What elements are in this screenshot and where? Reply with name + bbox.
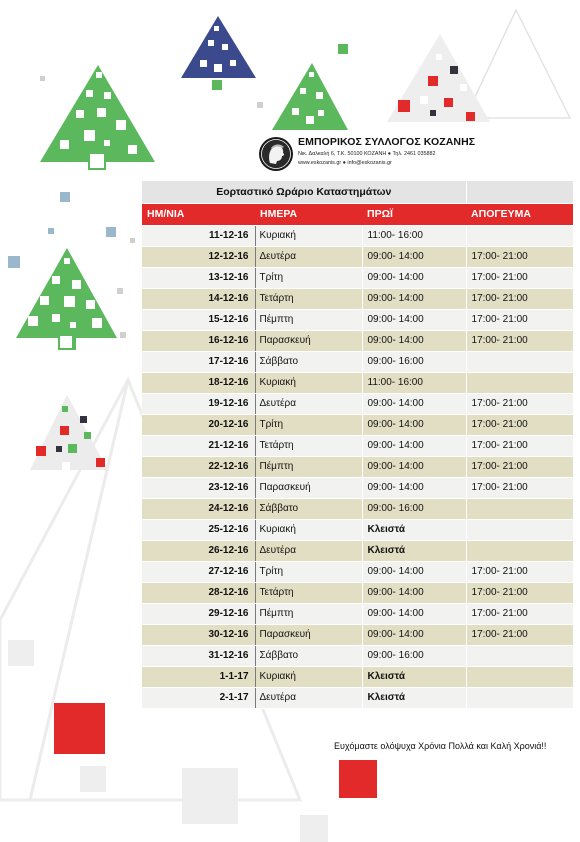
table-row	[142, 351, 573, 372]
cell-date: 11-12-16	[142, 225, 255, 246]
cell-day: Παρασκευή	[255, 624, 362, 645]
cell-day: Τρίτη	[255, 561, 362, 582]
table-title-row	[142, 181, 573, 203]
navy-tree	[181, 16, 256, 90]
cell-afternoon-hours: 17:00- 21:00	[466, 414, 573, 435]
cell-morning-hours: 09:00- 14:00	[362, 456, 466, 477]
table-row	[142, 267, 573, 288]
cell-afternoon-hours: 17:00- 21:00	[466, 456, 573, 477]
cell-morning-hours: 09:00- 16:00	[362, 498, 466, 519]
table-row	[142, 561, 573, 582]
cell-morning-hours: 09:00- 14:00	[362, 330, 466, 351]
cell-afternoon-hours: 17:00- 21:00	[466, 267, 573, 288]
organization-name: ΕΜΠΟΡΙΚΟΣ ΣΥΛΛΟΓΟΣ ΚΟΖΑΝΗΣ	[298, 136, 476, 148]
cell-date: 24-12-16	[142, 498, 255, 519]
cell-morning-hours: 09:00- 14:00	[362, 561, 466, 582]
column-header-afternoon: ΑΠΟΓΕΥΜΑ	[466, 203, 573, 225]
table-row	[142, 666, 573, 687]
cell-morning-hours: Κλειστά	[362, 666, 466, 687]
cell-day: Τετάρτη	[255, 288, 362, 309]
cell-afternoon-hours: 17:00- 21:00	[466, 393, 573, 414]
table-row	[142, 456, 573, 477]
cell-day: Δευτέρα	[255, 687, 362, 708]
cell-day: Πέμπτη	[255, 309, 362, 330]
cell-afternoon-hours: 17:00- 21:00	[466, 288, 573, 309]
table-header-row	[142, 203, 573, 225]
column-header-morning: ΠΡΩΪ	[362, 203, 466, 225]
cell-afternoon-hours	[466, 225, 573, 246]
cell-date: 21-12-16	[142, 435, 255, 456]
cell-day: Παρασκευή	[255, 477, 362, 498]
table-row	[142, 372, 573, 393]
cell-morning-hours: 09:00- 14:00	[362, 435, 466, 456]
cell-date: 29-12-16	[142, 603, 255, 624]
cell-day: Τρίτη	[255, 267, 362, 288]
cell-date: 12-12-16	[142, 246, 255, 267]
cell-date: 19-12-16	[142, 393, 255, 414]
cell-date: 2-1-17	[142, 687, 255, 708]
cell-morning-hours: 09:00- 14:00	[362, 288, 466, 309]
cell-morning-hours: 09:00- 14:00	[362, 477, 466, 498]
table-row	[142, 330, 573, 351]
green-tree-middle	[272, 63, 348, 130]
cell-morning-hours: 09:00- 14:00	[362, 582, 466, 603]
cell-date: 18-12-16	[142, 372, 255, 393]
cell-morning-hours: 11:00- 16:00	[362, 225, 466, 246]
cell-afternoon-hours: 17:00- 21:00	[466, 624, 573, 645]
cell-afternoon-hours: 17:00- 21:00	[466, 246, 573, 267]
organization-address: Νικ. Δαλκαλή 6, Τ.Κ. 50100 ΚΟΖΑΝΗ ● Τηλ. 2461 035882	[298, 151, 436, 157]
hermes-head-logo	[258, 136, 294, 172]
cell-afternoon-hours	[466, 666, 573, 687]
cell-morning-hours: Κλειστά	[362, 540, 466, 561]
cell-afternoon-hours: 17:00- 21:00	[466, 309, 573, 330]
cell-afternoon-hours: 17:00- 21:00	[466, 435, 573, 456]
cell-morning-hours: 09:00- 14:00	[362, 603, 466, 624]
table-row	[142, 498, 573, 519]
cell-day: Τρίτη	[255, 414, 362, 435]
cell-day: Σάββατο	[255, 645, 362, 666]
cell-afternoon-hours	[466, 372, 573, 393]
table-row	[142, 582, 573, 603]
cell-morning-hours: Κλειστά	[362, 519, 466, 540]
cell-afternoon-hours	[466, 540, 573, 561]
cell-morning-hours: 09:00- 14:00	[362, 267, 466, 288]
cell-day: Κυριακή	[255, 225, 362, 246]
table-row	[142, 687, 573, 708]
cell-day: Πέμπτη	[255, 603, 362, 624]
table-row	[142, 435, 573, 456]
season-greeting: Ευχόμαστε ολόψυχα Χρόνια Πολλά και Καλή Χρονιά!!	[334, 741, 547, 751]
green-tree-mid-left	[16, 248, 117, 350]
cell-date: 23-12-16	[142, 477, 255, 498]
cell-date: 16-12-16	[142, 330, 255, 351]
holiday-schedule-table	[142, 181, 573, 709]
cell-afternoon-hours: 17:00- 21:00	[466, 477, 573, 498]
cell-date: 17-12-16	[142, 351, 255, 372]
cell-afternoon-hours: 17:00- 21:00	[466, 561, 573, 582]
cell-date: 13-12-16	[142, 267, 255, 288]
cell-afternoon-hours: 17:00- 21:00	[466, 603, 573, 624]
cell-date: 28-12-16	[142, 582, 255, 603]
cell-morning-hours: 09:00- 14:00	[362, 624, 466, 645]
cell-day: Κυριακή	[255, 666, 362, 687]
table-row	[142, 414, 573, 435]
cell-afternoon-hours	[466, 351, 573, 372]
organization-contact: www.eskozanis.gr ● info@eskozanis.gr	[298, 160, 392, 166]
cell-afternoon-hours: 17:00- 21:00	[466, 582, 573, 603]
cell-morning-hours: 09:00- 16:00	[362, 351, 466, 372]
cell-day: Δευτέρα	[255, 393, 362, 414]
red-square-bottom-right	[339, 760, 377, 798]
table-row	[142, 288, 573, 309]
background-tree-right	[465, 10, 570, 118]
table-row	[142, 624, 573, 645]
cell-morning-hours: Κλειστά	[362, 687, 466, 708]
cell-afternoon-hours	[466, 687, 573, 708]
table-row	[142, 477, 573, 498]
table-title: Εορταστικό Ωράριο Καταστημάτων	[142, 181, 466, 203]
cell-day: Πέμπτη	[255, 456, 362, 477]
table-row	[142, 645, 573, 666]
red-square-bottom-left	[54, 703, 105, 754]
table-row	[142, 393, 573, 414]
cell-date: 1-1-17	[142, 666, 255, 687]
cell-afternoon-hours	[466, 519, 573, 540]
cell-afternoon-hours: 17:00- 21:00	[466, 330, 573, 351]
grey-ornament-tree	[387, 34, 490, 122]
cell-day: Παρασκευή	[255, 330, 362, 351]
table-row	[142, 540, 573, 561]
cell-date: 22-12-16	[142, 456, 255, 477]
cell-morning-hours: 09:00- 14:00	[362, 414, 466, 435]
green-tree-top-left	[40, 65, 155, 170]
column-header-day: ΗΜΕΡΑ	[255, 203, 362, 225]
cell-day: Τετάρτη	[255, 582, 362, 603]
cell-date: 20-12-16	[142, 414, 255, 435]
table-row	[142, 519, 573, 540]
cell-afternoon-hours	[466, 498, 573, 519]
cell-afternoon-hours	[466, 645, 573, 666]
cell-day: Σάββατο	[255, 498, 362, 519]
cell-day: Σάββατο	[255, 351, 362, 372]
cell-morning-hours: 09:00- 14:00	[362, 393, 466, 414]
cell-day: Τετάρτη	[255, 435, 362, 456]
cell-day: Δευτέρα	[255, 540, 362, 561]
table-row	[142, 603, 573, 624]
cell-date: 26-12-16	[142, 540, 255, 561]
table-row	[142, 246, 573, 267]
cell-morning-hours: 11:00- 16:00	[362, 372, 466, 393]
cell-morning-hours: 09:00- 14:00	[362, 309, 466, 330]
cell-morning-hours: 09:00- 16:00	[362, 645, 466, 666]
cell-date: 15-12-16	[142, 309, 255, 330]
cell-day: Δευτέρα	[255, 246, 362, 267]
grey-ornament-tree-small	[30, 395, 108, 470]
table-row	[142, 309, 573, 330]
cell-date: 31-12-16	[142, 645, 255, 666]
cell-date: 27-12-16	[142, 561, 255, 582]
organization-header	[258, 134, 480, 174]
cell-date: 25-12-16	[142, 519, 255, 540]
cell-date: 30-12-16	[142, 624, 255, 645]
table-row	[142, 225, 573, 246]
cell-day: Κυριακή	[255, 372, 362, 393]
cell-morning-hours: 09:00- 14:00	[362, 246, 466, 267]
column-header-date: ΗΜ/ΝΙΑ	[142, 203, 255, 225]
cell-day: Κυριακή	[255, 519, 362, 540]
table-title-spare-cell	[466, 181, 573, 203]
cell-date: 14-12-16	[142, 288, 255, 309]
